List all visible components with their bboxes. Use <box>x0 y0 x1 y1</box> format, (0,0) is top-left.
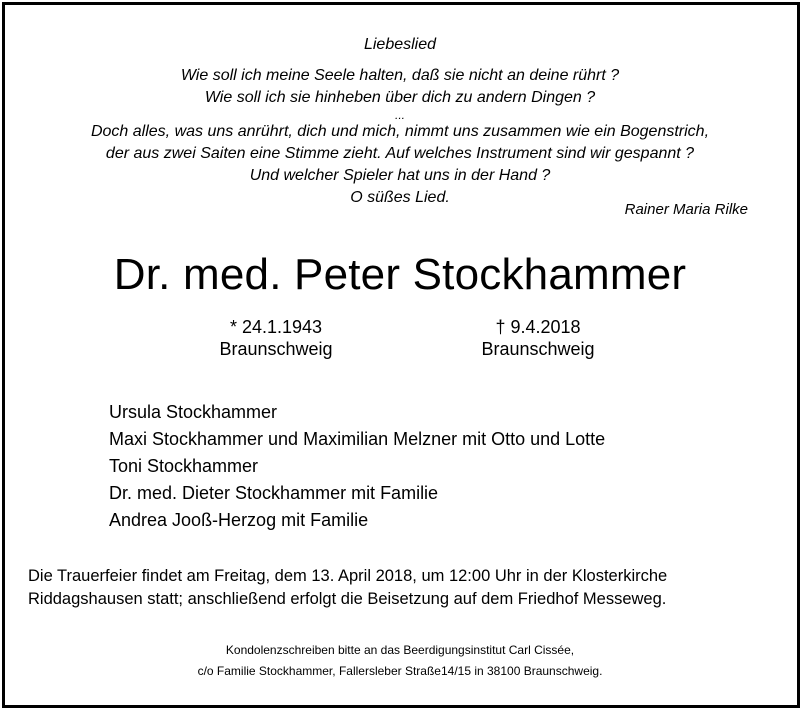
poem-title: Liebeslied <box>363 36 437 53</box>
poem-line: O süßes Lied. <box>350 189 450 206</box>
birth-date: * 24.1.1943 <box>229 317 323 337</box>
funeral-line: Die Trauerfeier findet am Freitag, dem 13. April 2018, um 12:00 Uhr in der Klosterkirche <box>28 567 668 585</box>
condolence-line: Kondolenzschreiben bitte an das Beerdigungsinstitut Carl Cissée, <box>225 643 575 657</box>
mourner: Ursula Stockhammer <box>109 402 278 422</box>
birth-info <box>196 316 356 360</box>
mourner: Andrea Jooß-Herzog mit Familie <box>109 510 369 530</box>
funeral-notice <box>28 565 778 611</box>
poem-author: Rainer Maria Rilke <box>624 201 748 218</box>
funeral-line: Riddagshausen statt; anschließend erfolgt die Beisetzung auf dem Friedhof Messeweg. <box>28 590 667 608</box>
mourner: Maxi Stockhammer und Maximilian Melzner mit Otto und Lotte <box>109 429 606 449</box>
deceased-name: Dr. med. Peter Stockhammer <box>113 250 687 299</box>
poem <box>0 65 800 209</box>
poem-line: der aus zwei Saiten eine Stimme zieht. Auf welches Instrument sind wir gespannt ? <box>105 145 695 162</box>
poem-line: Doch alles, was uns anrührt, dich und mich, nimmt uns zusammen wie ein Bogenstrich, <box>90 123 710 140</box>
death-date: † 9.4.2018 <box>495 317 581 337</box>
birth-place: Braunschweig <box>219 339 333 359</box>
mourner: Dr. med. Dieter Stockhammer mit Familie <box>109 483 439 503</box>
condolence-line: c/o Familie Stockhammer, Fallersleber Straße14/15 in 38100 Braunschweig. <box>197 664 603 678</box>
mourner: Toni Stockhammer <box>109 456 259 476</box>
death-place: Braunschweig <box>481 339 595 359</box>
death-info <box>458 316 618 360</box>
mourners-list <box>109 399 605 534</box>
poem-ellipsis: ... <box>394 108 405 122</box>
poem-line: Wie soll ich sie hinheben über dich zu andern Dingen ? <box>204 89 596 106</box>
poem-line: Wie soll ich meine Seele halten, daß sie nicht an deine rührt ? <box>180 67 620 84</box>
poem-line: Und welcher Spieler hat uns in der Hand ? <box>249 167 551 184</box>
condolence-notice <box>0 640 800 682</box>
